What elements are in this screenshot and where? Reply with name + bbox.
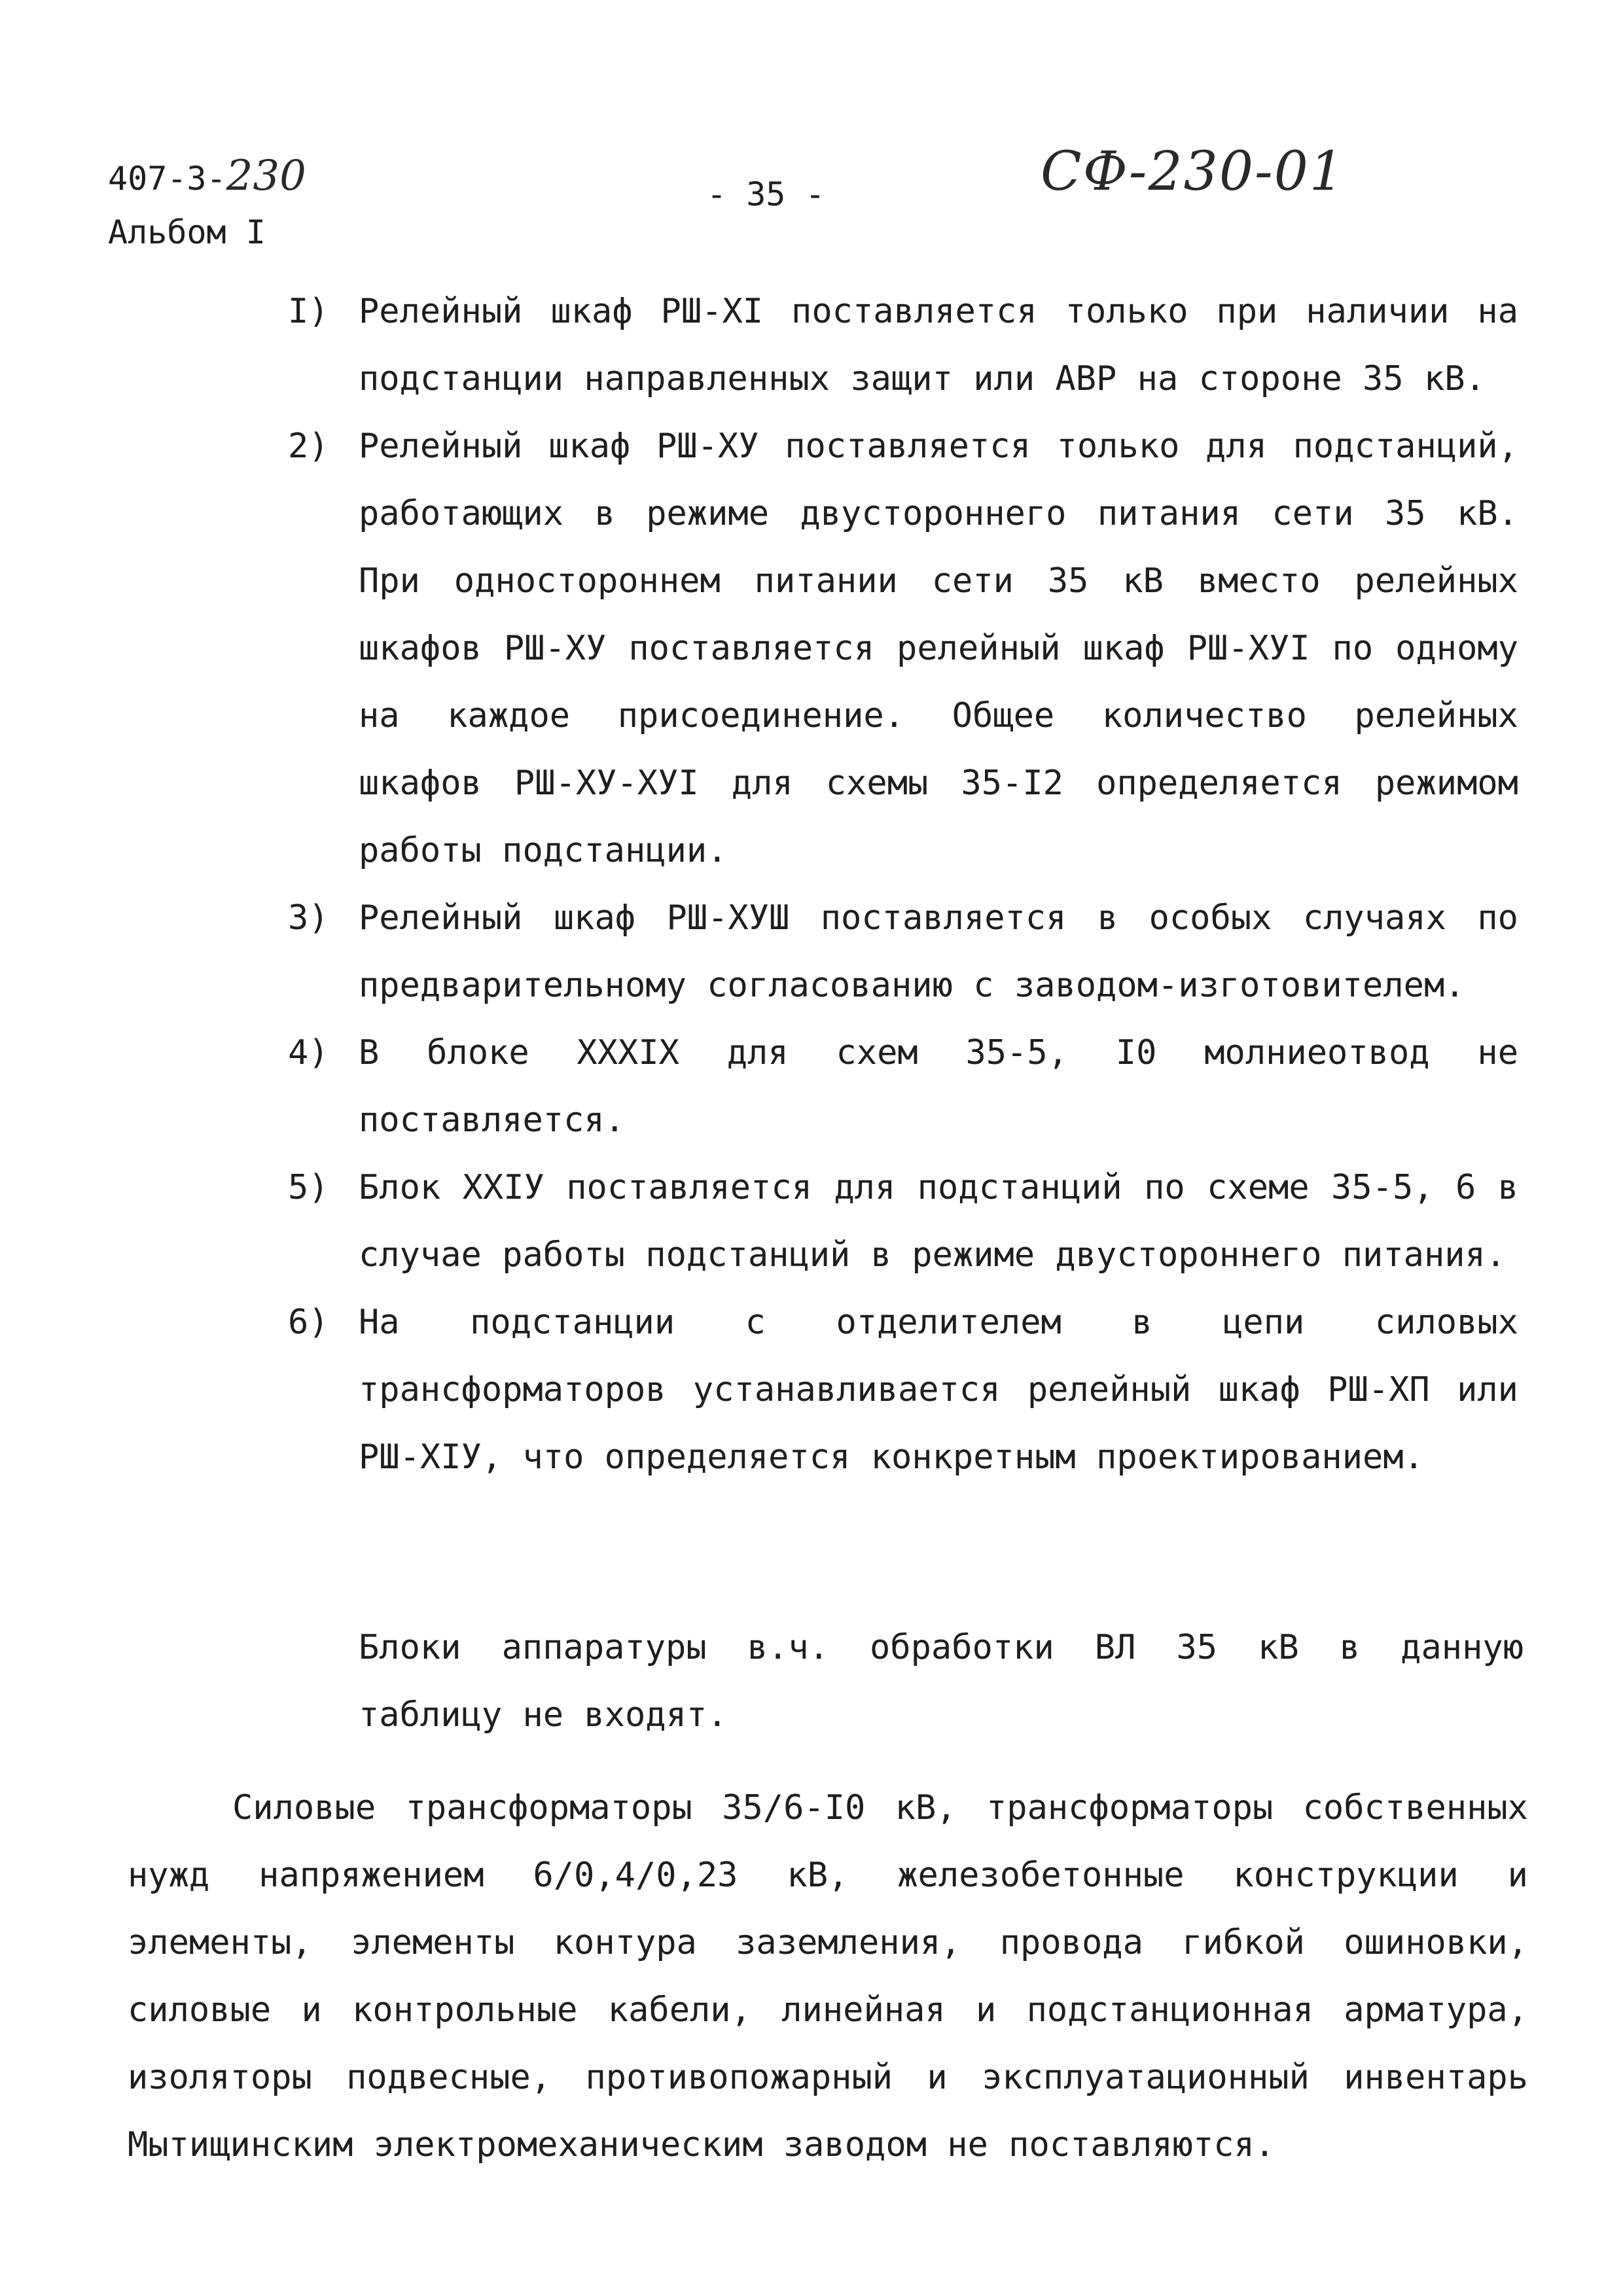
footnote-text: На подстанции с отделителем в цепи силовых трансформаторов устанавливается релейный шкаф РШ-ХП или РШ-ХIУ, что определяется конкретным проектированием. [359, 1303, 1539, 1477]
document-code-handwritten: 230 [226, 152, 306, 200]
footnote-item [288, 278, 1539, 413]
document-code [108, 149, 306, 205]
footnote-item [288, 885, 1539, 1019]
closing-paragraph: Силовые трансформаторы 35/6-I0 кВ, трансформаторы собственных нужд напряжением 6/0,4/0,23 кВ, железобетонные конструкции и элементы, элементы контура заземления, провода гибкой ошиновки, силовые и контрольные кабели, линейная и подстанционная арматура, изоляторы подвесные, противопожарный и эксплуатационный инвентарь Мытищинским электромеханическим заводом не поставляются. [128, 1788, 1528, 2164]
footnote-text: Релейный шкаф РШ-ХУ поставляется только для подстанций, работающих в режиме двустороннего питания сети 35 кВ. При одностороннем питании сети 35 кВ вместо релейных шкафов РШ-ХУ поставляется релейный шкаф РШ-ХУI по одному на каждое присоединение. Общее количество релейных шкафов РШ-ХУ-ХУI для схемы 35-I2 определяется режимом работы подстанции. [359, 427, 1539, 870]
footnote-text: Релейный шкаф РШ-ХI поставляется только при наличии на подстанции направленных защит или АВР на стороне 35 кВ. [359, 292, 1539, 398]
extra-note: Блоки аппаратуры в.ч. обработки ВЛ 35 кВ в данную таблицу не входят. [359, 1628, 1524, 1735]
page-number: - 35 - [707, 175, 825, 213]
footnote-number: I) [288, 292, 329, 331]
footnote-number: 6) [288, 1303, 329, 1342]
footnote-item [288, 1154, 1539, 1289]
footnote-number: 2) [288, 427, 329, 466]
footnote-number: 3) [288, 898, 329, 938]
footnote-text: В блоке ХХХIХ для схем 35-5, I0 молниеотвод не поставляется. [359, 1033, 1539, 1140]
footnotes-list [288, 278, 1539, 1491]
handwritten-stamp-code: СФ-230-01 [1041, 141, 1346, 203]
footnote-number: 5) [288, 1168, 329, 1207]
footnote-item [288, 413, 1539, 885]
footnote-item [288, 1289, 1539, 1491]
footnote-item [288, 1019, 1539, 1154]
document-code-prefix: 407-3- [108, 160, 226, 198]
document-header [108, 149, 306, 259]
footnote-number: 4) [288, 1033, 329, 1072]
footnote-text: Блок ХХIУ поставляется для подстанций по схеме 35-5, 6 в случае работы подстанций в режиме двустороннего питания. [359, 1168, 1539, 1275]
footnote-text: Релейный шкаф РШ-ХУШ поставляется в особых случаях по предварительному согласованию с заводом-изготовителем. [359, 898, 1539, 1005]
album-label: Альбом I [108, 213, 266, 251]
